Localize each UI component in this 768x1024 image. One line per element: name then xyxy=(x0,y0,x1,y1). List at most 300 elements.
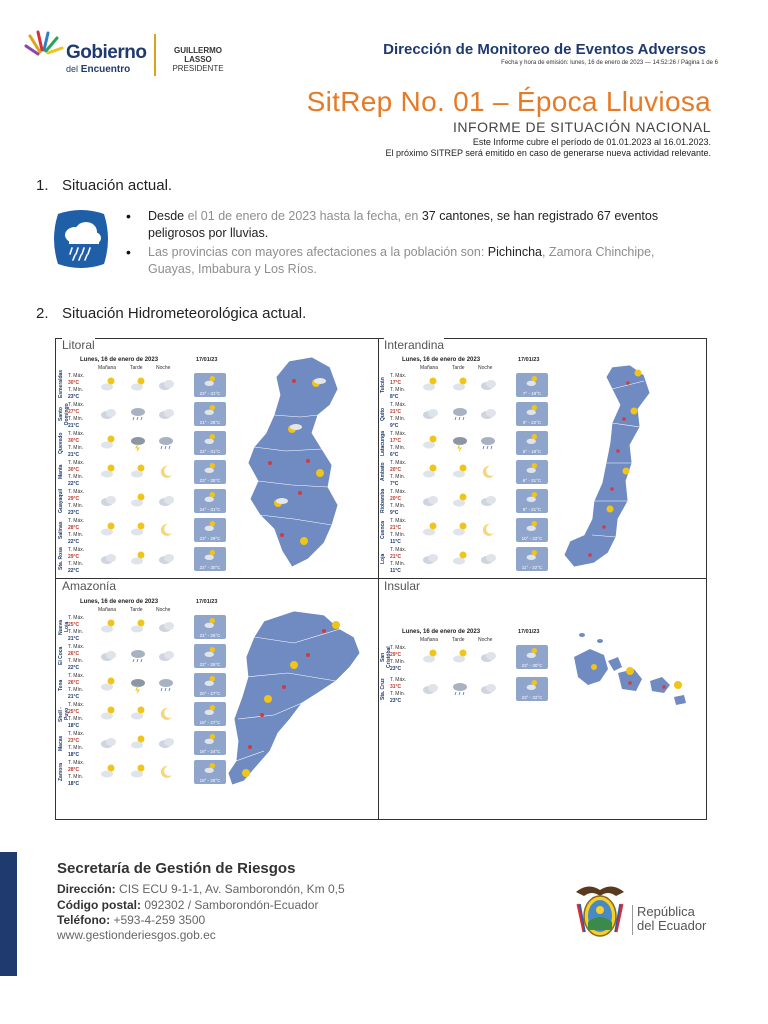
next-day-forecast xyxy=(516,460,548,484)
weather-partly-icon xyxy=(98,762,118,780)
rain-cloud-icon xyxy=(50,208,112,270)
next-day-range: 10° - 22°C xyxy=(521,536,543,541)
map-interandina xyxy=(554,359,704,574)
forecast-row xyxy=(380,546,555,572)
min-temp: 21°C xyxy=(68,694,80,700)
city-name: Cuenca xyxy=(380,520,386,540)
weather-partly-icon xyxy=(522,548,542,562)
forecast-panel-amazonia xyxy=(58,599,233,799)
city-name: Nueva Loja xyxy=(58,619,70,635)
max-label: T. Máx. xyxy=(68,460,85,466)
report-title: SitRep No. 01 – Época Lluviosa xyxy=(306,86,711,117)
min-temp: 18°C xyxy=(68,752,80,758)
city-temps xyxy=(68,431,94,459)
footer-phone: Teléfono: +593-4-259 3500 xyxy=(57,913,206,927)
section2-title: 2. Situación Hidrometeorológica actual. xyxy=(36,305,307,322)
max-label: T. Máx. xyxy=(390,518,407,524)
weather-partly-icon xyxy=(200,490,220,504)
weather-cloud-icon xyxy=(98,491,118,509)
min-temp: 8°C xyxy=(390,394,399,400)
republic-line-2: del Ecuador xyxy=(637,918,707,933)
republic-divider xyxy=(632,905,633,935)
forecast-next-date: 17/01/23 xyxy=(518,357,540,363)
min-label: T. Mín. xyxy=(68,387,84,393)
forecast-row xyxy=(58,430,233,456)
next-day-forecast xyxy=(516,645,548,669)
republic-label xyxy=(637,905,706,933)
max-temp: 25°C xyxy=(68,709,80,715)
president-role: PRESIDENTE xyxy=(172,64,224,73)
map-insular xyxy=(560,621,700,721)
weather-partly-icon xyxy=(450,520,470,538)
col-night: Noche xyxy=(478,365,493,371)
weather-storm-icon xyxy=(128,433,148,451)
max-temp: 30°C xyxy=(68,467,80,473)
min-label: T. Mín. xyxy=(390,503,406,509)
weather-cloud-icon xyxy=(478,375,498,393)
weather-partly-icon xyxy=(420,462,440,480)
forecast-row xyxy=(58,517,233,543)
weather-cloud-icon xyxy=(156,404,176,422)
city-temps xyxy=(390,518,416,546)
city-name: Manta xyxy=(58,464,64,480)
next-day-forecast xyxy=(516,547,548,571)
weather-partly-icon xyxy=(522,490,542,504)
min-temp: 23°C xyxy=(68,510,80,516)
next-day-forecast xyxy=(194,760,226,784)
col-morning: Mañana xyxy=(420,365,439,371)
next-day-range: 22° - 30°C xyxy=(199,565,221,570)
min-label: T. Mín. xyxy=(390,445,406,451)
next-day-range: 20° - 27°C xyxy=(199,691,221,696)
region-label-litoral: Litoral xyxy=(62,338,95,352)
forecast-row xyxy=(58,459,233,485)
weather-partly-icon xyxy=(98,462,118,480)
col-night: Noche xyxy=(478,637,493,643)
weather-partly-icon xyxy=(128,733,148,751)
min-label: T. Mín. xyxy=(390,474,406,480)
weather-cloud-icon xyxy=(98,404,118,422)
footer-postal: Código postal: 092302 / Samborondón-Ecuador xyxy=(57,898,319,912)
min-temp: 11°C xyxy=(390,539,401,545)
logo-encuentro-text: del Encuentro xyxy=(66,64,131,75)
weather-partly-icon xyxy=(128,491,148,509)
max-label: T. Máx. xyxy=(68,615,85,621)
next-day-forecast xyxy=(194,373,226,397)
min-label: T. Mín. xyxy=(68,561,84,567)
max-label: T. Máx. xyxy=(68,373,85,379)
max-label: T. Máx. xyxy=(68,673,85,679)
min-temp: 21°C xyxy=(68,636,80,642)
logo-rays-icon xyxy=(22,28,66,72)
city-name: El Coca xyxy=(58,646,64,666)
col-morning: Mañana xyxy=(420,637,439,643)
forecast-row xyxy=(58,369,233,400)
min-label: T. Mín. xyxy=(390,659,406,665)
forecast-date: Lunes, 16 de enero de 2023 xyxy=(402,357,481,363)
forecast-date: Lunes, 16 de enero de 2023 xyxy=(80,599,159,605)
weather-storm-icon xyxy=(128,675,148,693)
city-name: San Cristóbal xyxy=(380,646,392,668)
weather-partly-icon xyxy=(98,617,118,635)
forecast-row xyxy=(58,401,233,427)
forecast-row xyxy=(380,459,555,485)
forecast-next-date: 17/01/23 xyxy=(196,357,218,363)
next-day-range: 9° - 22°C xyxy=(522,420,542,425)
min-temp: 6°C xyxy=(390,452,399,458)
min-temp: 22°C xyxy=(68,568,80,574)
city-name: Ambato xyxy=(380,462,386,482)
max-temp: 28°C xyxy=(68,525,80,531)
max-temp: 21°C xyxy=(390,525,402,531)
forecast-row xyxy=(380,488,555,514)
weather-partly-icon xyxy=(128,762,148,780)
weather-moon-icon xyxy=(156,762,176,780)
min-temp: 22°C xyxy=(68,539,80,545)
city-temps xyxy=(68,489,94,517)
map-amazonia xyxy=(224,601,374,801)
weather-moon-icon xyxy=(156,520,176,538)
weather-cloud-icon xyxy=(156,549,176,567)
footer-address: Dirección: CIS ECU 9-1-1, Av. Samborondón, Km 0,5 xyxy=(57,882,345,896)
weather-partly-icon xyxy=(200,461,220,475)
forecast-date: Lunes, 16 de enero de 2023 xyxy=(80,357,159,363)
city-name: Riobamba xyxy=(380,488,386,514)
forecast-row xyxy=(58,672,233,698)
city-temps xyxy=(390,431,416,459)
col-afternoon: Tarde xyxy=(452,365,465,371)
weather-partly-icon xyxy=(200,761,220,775)
next-day-forecast xyxy=(516,373,548,397)
city-temps xyxy=(68,373,94,401)
weather-partly-icon xyxy=(450,491,470,509)
max-temp: 26°C xyxy=(68,651,80,657)
min-temp: 7°C xyxy=(390,481,399,487)
weather-partly-icon xyxy=(420,433,440,451)
weather-partly-icon xyxy=(420,647,440,665)
max-label: T. Máx. xyxy=(68,402,85,408)
min-label: T. Mín. xyxy=(68,474,84,480)
weather-partly-icon xyxy=(200,703,220,717)
city-temps xyxy=(390,460,416,488)
weather-cloud-icon xyxy=(420,404,440,422)
city-temps xyxy=(68,547,94,575)
weather-cloud-icon xyxy=(478,549,498,567)
max-temp: 29°C xyxy=(68,554,80,560)
col-morning: Mañana xyxy=(98,607,117,613)
min-temp: 9°C xyxy=(390,423,399,429)
next-day-range: 21° - 26°C xyxy=(199,633,221,638)
forecast-row xyxy=(58,546,233,572)
min-temp: 23°C xyxy=(390,698,402,704)
weather-partly-icon xyxy=(200,732,220,746)
next-day-forecast xyxy=(516,518,548,542)
forecast-row xyxy=(58,643,233,669)
min-label: T. Mín. xyxy=(68,687,84,693)
emission-date: Fecha y hora de emisión: lunes, 16 de enero de 2023 — 14:52:26 / Página 1 de 6 xyxy=(501,60,718,66)
weather-moon-icon xyxy=(478,462,498,480)
max-temp: 30°C xyxy=(68,380,80,386)
gobierno-logo xyxy=(22,28,232,80)
max-label: T. Máx. xyxy=(68,489,85,495)
section1-title: 1. Situación actual. xyxy=(36,177,173,194)
city-temps xyxy=(68,518,94,546)
weather-storm-icon xyxy=(450,433,470,451)
weather-partly-icon xyxy=(200,374,220,388)
max-label: T. Máx. xyxy=(68,731,85,737)
next-day-forecast xyxy=(516,402,548,426)
city-temps xyxy=(68,644,94,672)
max-temp: 21°C xyxy=(390,554,402,560)
next-day-range: 24° - 31°C xyxy=(199,507,221,512)
weather-rain-icon xyxy=(450,679,470,697)
footer-website-link[interactable]: www.gestionderiesgos.gob.ec xyxy=(57,928,216,942)
weather-partly-icon xyxy=(522,374,542,388)
max-temp: 23°C xyxy=(68,738,80,744)
weather-partly-icon xyxy=(450,549,470,567)
city-name: Tena xyxy=(58,679,64,691)
weather-partly-icon xyxy=(450,462,470,480)
forecast-row xyxy=(380,372,555,398)
max-temp: 25°C xyxy=(68,622,80,628)
min-temp: 22°C xyxy=(68,665,80,671)
min-label: T. Mín. xyxy=(390,387,406,393)
next-day-forecast xyxy=(516,677,548,701)
weather-cloud-icon xyxy=(156,375,176,393)
weather-partly-icon xyxy=(200,519,220,533)
grid-divider-vertical xyxy=(378,339,379,819)
max-temp: 31°C xyxy=(390,684,402,690)
weather-partly-icon xyxy=(200,403,220,417)
forecast-row xyxy=(58,701,233,727)
next-day-range: 23° - 32°C xyxy=(521,695,543,700)
city-name: Sta. Rosa xyxy=(58,547,64,571)
weather-partly-icon xyxy=(200,645,220,659)
weather-partly-icon xyxy=(128,520,148,538)
footer-accent-bar xyxy=(0,852,17,976)
footer-org-name: Secretaría de Gestión de Riesgos xyxy=(57,860,296,877)
next-day-range: 18° - 27°C xyxy=(199,720,221,725)
city-name: Zamora xyxy=(58,762,64,782)
weather-moon-icon xyxy=(478,520,498,538)
forecast-next-date: 17/01/23 xyxy=(196,599,218,605)
min-label: T. Mín. xyxy=(68,774,84,780)
min-temp: 11°C xyxy=(390,568,401,574)
report-next: El próximo SITREP será emitido en caso de generarse nueva actividad relevante. xyxy=(385,148,711,158)
next-day-range: 22° - 26°C xyxy=(199,662,221,667)
weather-partly-icon xyxy=(128,549,148,567)
city-name: Santo Domingo xyxy=(58,403,70,425)
city-temps xyxy=(68,673,94,701)
weather-partly-icon xyxy=(420,520,440,538)
forecast-row xyxy=(58,488,233,514)
weather-rain-icon xyxy=(156,675,176,693)
max-label: T. Máx. xyxy=(390,431,407,437)
city-temps xyxy=(390,677,416,705)
president-label xyxy=(164,46,232,73)
bullet-events: • Desde el 01 de enero de 2023 hasta la fecha, en 37 cantones, se han registrado 67 eventos peligrosos por lluvias. xyxy=(122,208,682,242)
weather-rain-icon xyxy=(450,404,470,422)
weather-rain-icon xyxy=(478,433,498,451)
col-afternoon: Tarde xyxy=(452,637,465,643)
city-name: Loja xyxy=(380,553,386,565)
weather-partly-icon xyxy=(200,432,220,446)
weather-cloud-icon xyxy=(478,404,498,422)
weather-cloud-icon xyxy=(98,733,118,751)
next-day-forecast xyxy=(194,547,226,571)
weather-cloud-icon xyxy=(478,679,498,697)
min-label: T. Mín. xyxy=(68,658,84,664)
min-temp: 21°C xyxy=(68,423,80,429)
weather-partly-icon xyxy=(98,433,118,451)
min-label: T. Mín. xyxy=(68,629,84,635)
next-day-forecast xyxy=(194,615,226,639)
weather-cloud-icon xyxy=(156,491,176,509)
next-day-range: 18° - 28°C xyxy=(199,778,221,783)
bullet-provinces: • Las provincias con mayores afectaciones a la población son: Pichincha, Zamora Chinchipe, Guayas, Imbabura y Los Ríos. xyxy=(122,244,682,278)
weather-cloud-icon xyxy=(420,549,440,567)
next-day-range: 18° - 24°C xyxy=(199,749,221,754)
weather-partly-icon xyxy=(522,403,542,417)
forecast-row xyxy=(380,517,555,543)
forecast-date: Lunes, 16 de enero de 2023 xyxy=(402,629,481,635)
direction-title: Dirección de Monitoreo de Eventos Adversos xyxy=(383,41,706,58)
next-day-forecast xyxy=(516,431,548,455)
forecast-panel-litoral xyxy=(58,357,233,575)
city-temps xyxy=(68,615,94,643)
next-day-range: 11° - 22°C xyxy=(521,565,543,570)
weather-moon-icon xyxy=(156,462,176,480)
forecast-row xyxy=(58,614,233,640)
weather-cloud-icon xyxy=(156,733,176,751)
max-label: T. Máx. xyxy=(390,677,407,683)
city-name: Quito xyxy=(380,407,386,421)
weather-partly-icon xyxy=(98,375,118,393)
weather-moon-icon xyxy=(156,704,176,722)
min-label: T. Mín. xyxy=(68,503,84,509)
min-label: T. Mín. xyxy=(390,416,406,422)
situation-bullets xyxy=(122,208,682,280)
weather-cloud-icon xyxy=(98,549,118,567)
max-label: T. Máx. xyxy=(68,518,85,524)
city-temps xyxy=(390,547,416,575)
city-temps xyxy=(390,645,416,673)
city-temps xyxy=(68,702,94,730)
col-morning: Mañana xyxy=(98,365,117,371)
weather-partly-icon xyxy=(200,616,220,630)
forecast-row xyxy=(58,759,233,785)
weather-partly-icon xyxy=(522,461,542,475)
max-temp: 29°C xyxy=(390,652,402,658)
weather-partly-icon xyxy=(450,375,470,393)
weather-partly-icon xyxy=(200,674,220,688)
max-temp: 28°C xyxy=(68,767,80,773)
city-name: Quevedo xyxy=(58,432,64,454)
min-label: T. Mín. xyxy=(68,445,84,451)
min-label: T. Mín. xyxy=(68,716,84,722)
max-label: T. Máx. xyxy=(390,547,407,553)
next-day-range: 6° - 18°C xyxy=(522,449,542,454)
col-afternoon: Tarde xyxy=(130,365,143,371)
max-label: T. Máx. xyxy=(390,402,407,408)
weather-cloud-icon xyxy=(420,679,440,697)
next-day-forecast xyxy=(516,489,548,513)
max-label: T. Máx. xyxy=(68,760,85,766)
next-day-range: 23° - 30°C xyxy=(521,663,543,668)
col-night: Noche xyxy=(156,365,171,371)
max-label: T. Máx. xyxy=(68,431,85,437)
max-temp: 30°C xyxy=(68,438,80,444)
city-temps xyxy=(68,760,94,788)
max-label: T. Máx. xyxy=(68,702,85,708)
republic-line-1: República xyxy=(637,904,695,919)
weather-partly-icon xyxy=(522,519,542,533)
min-label: T. Mín. xyxy=(68,745,84,751)
coat-of-arms-icon xyxy=(572,882,628,942)
next-day-forecast xyxy=(194,644,226,668)
logo-gobierno-text: Gobierno xyxy=(66,42,147,63)
max-label: T. Máx. xyxy=(390,460,407,466)
city-temps xyxy=(390,373,416,401)
weather-rain-icon xyxy=(156,433,176,451)
forecast-row xyxy=(380,644,555,670)
weather-partly-icon xyxy=(522,432,542,446)
weather-rain-icon xyxy=(128,404,148,422)
weather-partly-icon xyxy=(522,678,542,692)
city-temps xyxy=(390,402,416,430)
min-label: T. Mín. xyxy=(390,691,406,697)
forecast-panel-interandina xyxy=(380,357,555,575)
forecast-row xyxy=(380,401,555,427)
min-label: T. Mín. xyxy=(390,561,406,567)
next-day-forecast xyxy=(194,702,226,726)
max-temp: 17°C xyxy=(390,438,402,444)
city-temps xyxy=(68,731,94,759)
min-temp: 18°C xyxy=(68,723,80,729)
city-name: Salinas xyxy=(58,521,64,539)
president-name: GUILLERMO LASSO xyxy=(174,46,222,64)
weather-partly-icon xyxy=(522,646,542,660)
next-day-forecast xyxy=(194,460,226,484)
logo-divider xyxy=(154,34,156,76)
next-day-range: 7° - 18°C xyxy=(522,391,542,396)
city-name: Macas xyxy=(58,735,64,751)
min-temp: 21°C xyxy=(68,452,80,458)
max-label: T. Máx. xyxy=(68,547,85,553)
city-temps xyxy=(68,402,94,430)
city-temps xyxy=(68,460,94,488)
weather-cloud-icon xyxy=(478,491,498,509)
city-temps xyxy=(390,489,416,517)
max-temp: 21°C xyxy=(390,409,402,415)
max-temp: 27°C xyxy=(68,409,80,415)
next-day-range: 23° - 31°C xyxy=(199,391,221,396)
min-label: T. Mín. xyxy=(68,532,84,538)
max-label: T. Máx. xyxy=(390,645,407,651)
grid-divider-horizontal xyxy=(56,578,706,579)
forecast-row xyxy=(380,430,555,456)
forecast-row xyxy=(58,730,233,756)
max-label: T. Máx. xyxy=(390,373,407,379)
weather-rain-icon xyxy=(128,646,148,664)
weather-cloud-icon xyxy=(98,646,118,664)
region-label-interandina: Interandina xyxy=(384,338,445,352)
max-label: T. Máx. xyxy=(68,644,85,650)
max-temp: 29°C xyxy=(68,496,80,502)
next-day-range: 8° - 21°C xyxy=(522,507,542,512)
forecast-panel-insular xyxy=(380,629,555,709)
region-label-amazonia: Amazonía xyxy=(62,579,117,593)
